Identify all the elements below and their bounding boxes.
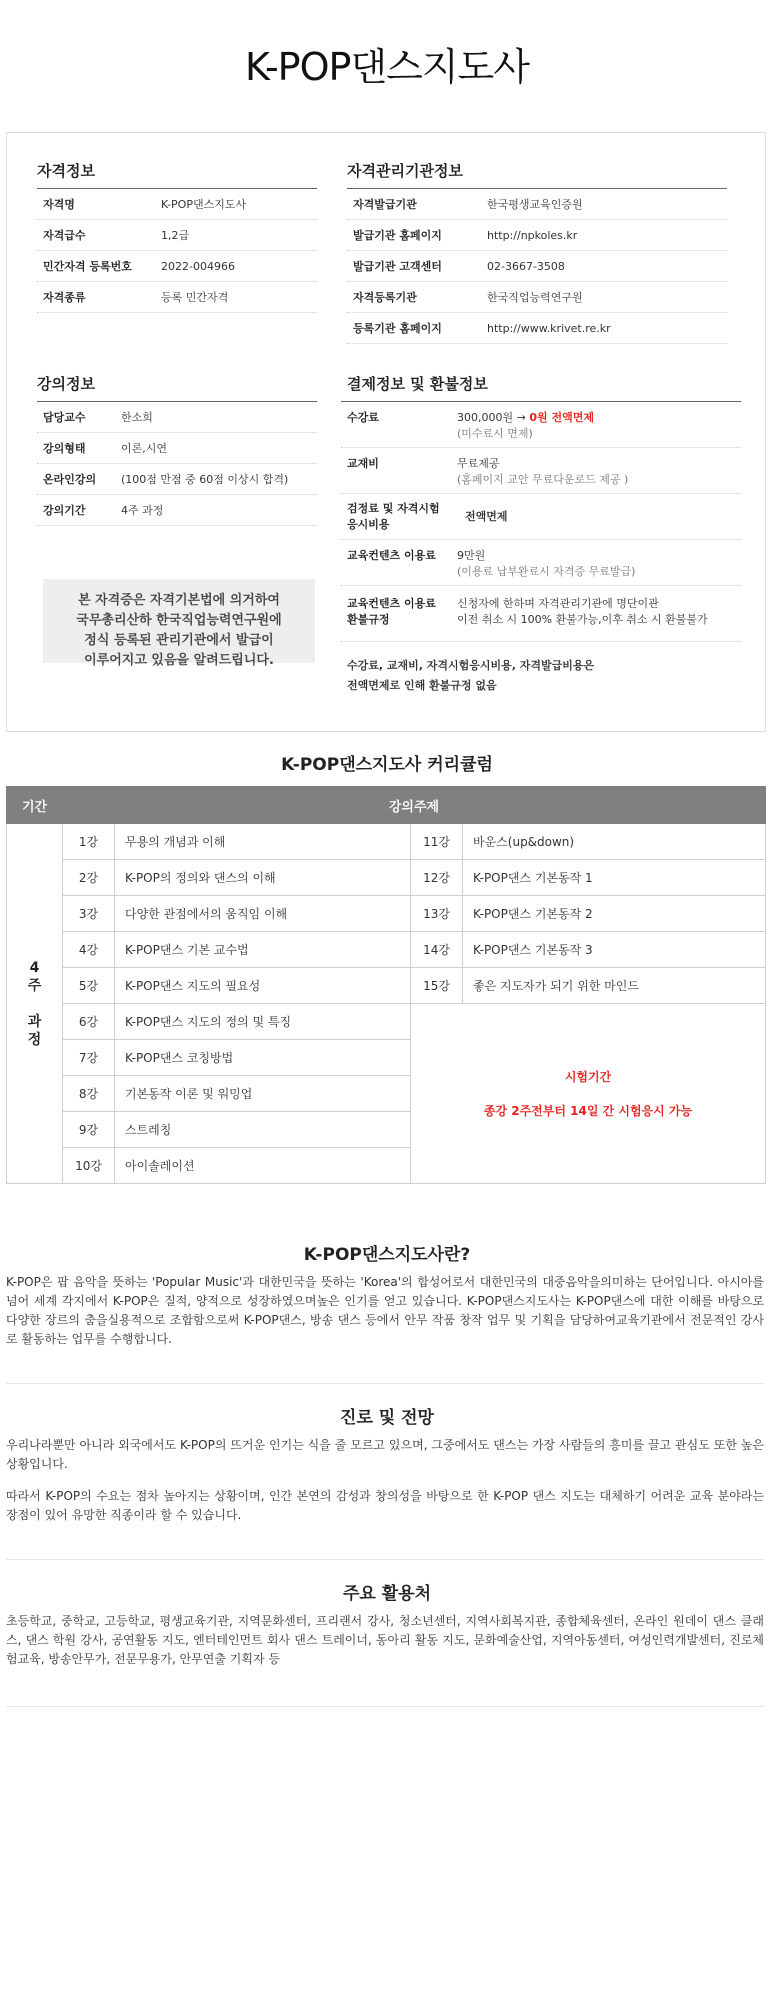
lesson-num: 15강 [411, 968, 463, 1004]
kv-value: 2022-004966 [161, 259, 235, 273]
lesson-num: 7강 [63, 1040, 115, 1076]
career-title: 진로 및 전망 [340, 1408, 434, 1428]
kv-key: 담당교수 [43, 411, 86, 424]
homepage-link[interactable]: http://npkoles.kr [487, 228, 578, 242]
period-char: 과 [27, 1013, 42, 1030]
kv-row [347, 251, 727, 282]
lesson-topic: K-POP댄스 기본동작 1 [463, 860, 766, 896]
info-box [6, 132, 766, 732]
curriculum-table [6, 786, 766, 1184]
table-row [7, 932, 766, 968]
kv-key: 민간자격 등록번호 [43, 260, 132, 273]
lesson-topic: K-POP댄스 기본 교수법 [115, 932, 411, 968]
registry-link[interactable]: http://www.krivet.re.kr [487, 321, 611, 335]
kv-row [347, 220, 727, 251]
table-row [7, 824, 766, 860]
period-gap [7, 995, 62, 1013]
exam-period-desc: 종강 2주전부터 14일 간 시험응시 가능 [483, 1103, 693, 1118]
notice-box [43, 579, 315, 668]
lesson-topic: 스트레칭 [115, 1112, 411, 1148]
notice-line: 정식 등록된 관리기관에서 발급이 [84, 633, 274, 648]
refund-row [341, 586, 741, 642]
lesson-num: 13강 [411, 896, 463, 932]
notice-line: 국무총리산하 한국직업능력연구원에 [76, 613, 282, 628]
lesson-num: 5강 [63, 968, 115, 1004]
lesson-topic: 무용의 개념과 이해 [115, 824, 411, 860]
kv-key: 자격등록기관 [353, 291, 417, 304]
exam-fee-value: 전액면제 [465, 510, 508, 523]
kv-key: 온라인강의 [43, 473, 97, 486]
lesson-num: 3강 [63, 896, 115, 932]
exam-period-label: 시험기간 [564, 1069, 612, 1084]
table-row [7, 1004, 766, 1040]
material-row [341, 448, 741, 494]
lesson-num: 4강 [63, 932, 115, 968]
lesson-num: 1강 [63, 824, 115, 860]
header-topic: 강의주제 [63, 787, 766, 824]
divider [6, 1706, 764, 1707]
fee-free: 0원 전액면제 [529, 411, 594, 424]
kv-row [347, 189, 727, 220]
kv-row [37, 495, 317, 526]
payment-footer-line: 수강료, 교재비, 자격시험응시비용, 자격발급비용은 [347, 659, 595, 672]
usage-body: 초등학교, 중학교, 고등학교, 평생교육기관, 지역문화센터, 프리랜서 강사, 청소년센터, 지역사회복지관, 종합체육센터, 온라인 원데이 댄스 클래스, 댄스 학원 강사, 공연활동 지도, 엔터테인먼트 회사 댄스 트레이너, 동아리 활동 지도, 문화예술산업, 지역아동센터, 여성인력개발센터, 진로체험교육, 방송안무가, 전문무용가, 안무연출 기획자 등 [6, 1614, 764, 1666]
lesson-topic: 바운스(up&down) [463, 824, 766, 860]
kv-value: 이론,시연 [121, 442, 168, 455]
qualification-title: 자격정보 [37, 162, 95, 180]
divider [6, 1559, 764, 1560]
fee-key: 수강료 [347, 411, 379, 424]
header-period: 기간 [7, 787, 63, 824]
lesson-topic: K-POP의 정의와 댄스의 이해 [115, 860, 411, 896]
kv-value: 등록 민간자격 [161, 291, 229, 304]
kv-key: 등록기관 홈페이지 [353, 322, 442, 335]
lesson-topic: K-POP댄스 기본동작 3 [463, 932, 766, 968]
kv-row [37, 464, 317, 495]
table-row [7, 860, 766, 896]
kv-row [347, 282, 727, 313]
lesson-topic: K-POP댄스 지도의 필요성 [115, 968, 411, 1004]
fee-price: 300,000원 [457, 411, 514, 424]
kv-key: 자격명 [43, 198, 75, 211]
content-fee-value: 9만원 [457, 549, 486, 562]
content-fee-sub: (이용료 납부완료시 자격증 무료발급) [457, 565, 636, 578]
usage-title: 주요 활용처 [342, 1584, 432, 1604]
kv-value: 1,2급 [161, 229, 190, 242]
lesson-topic: 기본동작 이론 및 워밍업 [115, 1076, 411, 1112]
lesson-num: 12강 [411, 860, 463, 896]
refund-key: 교육컨텐츠 이용료 [347, 597, 436, 610]
about-title: K-POP댄스지도사란? [303, 1245, 471, 1265]
kv-value: 한소희 [121, 411, 153, 424]
about-body: K-POP은 팝 음악을 뜻하는 'Popular Music'과 대한민국을 뜻하는 'Korea'의 합성어로서 대한민국의 대중음악을의미하는 단어입니다. 아시아를 넘어 세계 각지에서 K-POP은 질적, 양적으로 성장하였으며높은 인기를 얻고 있습니다. K-POP댄스지도사는 K-POP댄스에 대한 이해를 바탕으로 다양한 장르의 춤을실용적으로 조합함으로써 K-POP댄스, 방송 댄스 등에서 안무 작품 창작 업무 및 기획을 담당하여교육기관에서 전문적인 강사로 활동하는 업무를 수행합니다. [6, 1275, 764, 1346]
kv-row [37, 220, 317, 251]
arrow-icon: → [516, 411, 526, 424]
refund-value: 신청자에 한하며 자격관리기관에 명단이관 [457, 597, 659, 610]
content-fee-row [341, 540, 741, 586]
career-p1: 우리나라뿐만 아니라 외국에서도 K-POP의 뜨거운 인기는 식을 줄 모르고 있으며, 그중에서도 댄스는 가장 사람들의 흥미를 끌고 관심도 또한 높은 상황입니다. [6, 1438, 764, 1471]
kv-row [37, 433, 317, 464]
kv-key: 강의기간 [43, 504, 86, 517]
kv-key: 발급기관 고객센터 [353, 260, 442, 273]
exam-fee-key: 검정료 및 자격시험 [347, 502, 440, 515]
agency-title: 자격관리기관정보 [347, 162, 463, 180]
refund-key: 환불규정 [347, 613, 390, 626]
table-row [7, 968, 766, 1004]
kv-value: K-POP댄스지도사 [161, 198, 247, 211]
lesson-topic: 다양한 관점에서의 움직임 이해 [115, 896, 411, 932]
fee-value [457, 410, 594, 426]
lesson-num: 8강 [63, 1076, 115, 1112]
kv-key: 강의형태 [43, 442, 86, 455]
exam-fee-row [341, 494, 741, 540]
kv-value: 한국평생교육인증원 [487, 198, 583, 211]
divider [6, 1383, 764, 1384]
period-char: 4 [29, 959, 40, 976]
kv-value: 한국직업능력연구원 [487, 291, 583, 304]
material-value: 무료제공 [457, 457, 500, 470]
kv-value: 02-3667-3508 [487, 259, 565, 273]
kv-key: 자격발급기관 [353, 198, 417, 211]
lesson-num: 10강 [63, 1148, 115, 1184]
period-cell [7, 824, 63, 1184]
exam-period-cell [411, 1004, 766, 1184]
exam-fee-key: 응시비용 [347, 518, 390, 531]
lesson-num: 11강 [411, 824, 463, 860]
lesson-num: 14강 [411, 932, 463, 968]
kv-row [37, 402, 317, 433]
lesson-num: 6강 [63, 1004, 115, 1040]
kv-key: 발급기관 홈페이지 [353, 229, 442, 242]
table-header-row [7, 787, 766, 824]
content-fee-key: 교육컨텐츠 이용료 [347, 549, 436, 562]
fee-sub: (미수료시 면제) [457, 427, 533, 440]
kv-row [37, 282, 317, 313]
kv-key: 자격종류 [43, 291, 86, 304]
lesson-topic: K-POP댄스 기본동작 2 [463, 896, 766, 932]
lesson-topic: K-POP댄스 코칭방법 [115, 1040, 411, 1076]
period-char: 주 [27, 977, 42, 994]
kv-value: (100점 만점 중 60점 이상시 합격) [121, 473, 289, 486]
material-sub: (홈페이지 교안 무료다운로드 제공 ) [457, 473, 629, 486]
lesson-topic: 좋은 지도자가 되기 위한 마인드 [463, 968, 766, 1004]
kv-key: 자격급수 [43, 229, 86, 242]
payment-footer-line: 전액면제로 인해 환불규정 없음 [347, 679, 497, 692]
lesson-num: 9강 [63, 1112, 115, 1148]
fee-row [341, 402, 741, 448]
kv-row [37, 251, 317, 282]
lesson-num: 2강 [63, 860, 115, 896]
refund-value: 이전 취소 시 100% 환불가능,이후 취소 시 환불불가 [457, 613, 708, 626]
payment-title: 결제정보 및 환불정보 [347, 375, 488, 393]
lecture-title: 강의정보 [37, 375, 95, 393]
kv-value: 4주 과정 [121, 504, 164, 517]
notice-line: 본 자격증은 자격기본법에 의거하여 [78, 593, 280, 608]
lesson-topic: K-POP댄스 지도의 정의 및 특징 [115, 1004, 411, 1040]
notice-line: 이루어지고 있음을 알려드립니다. [84, 653, 274, 668]
period-char: 정 [27, 1031, 42, 1048]
table-row [7, 896, 766, 932]
material-key: 교재비 [347, 457, 379, 470]
lesson-topic: 아이솔레이션 [115, 1148, 411, 1184]
kv-row [37, 189, 317, 220]
page-title: K-POP댄스지도사 [245, 45, 529, 89]
career-p2: 따라서 K-POP의 수요는 점차 높아지는 상황이며, 인간 본연의 감성과 창의성을 바탕으로 한 K-POP 댄스 지도는 대체하기 어려운 교육 분야라는 장점이 있어 유망한 직종이라 할 수 있습니다. [6, 1489, 764, 1522]
curriculum-title: K-POP댄스지도사 커리큘럼 [281, 755, 493, 775]
kv-row [347, 313, 727, 344]
payment-footer [347, 656, 594, 696]
